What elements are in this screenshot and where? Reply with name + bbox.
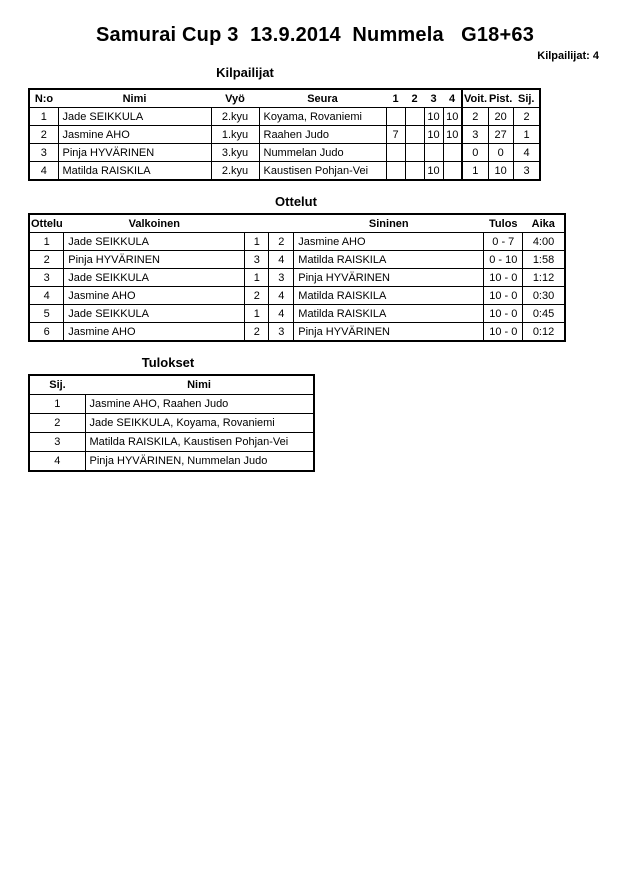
cell-result: 10 - 0 [484,287,523,305]
col-header-round-3: 3 [424,89,443,108]
cell-result: 0 - 10 [484,251,523,269]
col-header-round-2: 2 [405,89,424,108]
page-title: Samurai Cup 3 13.9.2014 Nummela G18+63 [95,24,535,46]
col-header-valkoinen: Valkoinen [64,214,245,233]
col-header-blue-no [269,214,294,233]
col-header-no: N:o [29,89,58,108]
cell-score-4: 10 [443,126,462,144]
col-header-vyo: Vyö [211,89,259,108]
cell-score-4 [443,144,462,162]
col-header-rank: Sij. [29,375,85,395]
cell-score-1 [386,108,405,126]
cell-result: 10 - 0 [484,305,523,323]
match-row [29,233,565,251]
cell-match-no: 6 [29,323,64,342]
cell-no: 4 [29,162,58,181]
kilpailijat-table [28,88,541,181]
cell-blue-name: Matilda RAISKILA [294,287,484,305]
competitor-row [29,144,540,162]
ottelut-table [28,213,566,342]
cell-voit: 2 [462,108,488,126]
cell-score-4: 10 [443,108,462,126]
col-header-voit: Voit. [462,89,488,108]
cell-vyo: 3.kyu [211,144,259,162]
cell-seura: Nummelan Judo [259,144,386,162]
cell-sij: 4 [513,144,540,162]
cell-blue-no: 4 [269,251,294,269]
cell-match-no: 5 [29,305,64,323]
cell-blue-name: Jasmine AHO [294,233,484,251]
cell-white-no: 2 [245,323,269,342]
cell-result: 0 - 7 [484,233,523,251]
competitor-row [29,108,540,126]
col-header-aika: Aika [523,214,565,233]
cell-time: 0:12 [523,323,565,342]
cell-score-3 [424,144,443,162]
cell-score-2 [405,162,424,181]
col-header-seura: Seura [259,89,386,108]
cell-white-name: Jade SEIKKULA [64,233,245,251]
section-title-kilpailijat: Kilpailijat [216,65,274,80]
cell-sij: 3 [513,162,540,181]
cell-nimi: Pinja HYVÄRINEN [58,144,211,162]
cell-score-3: 10 [424,162,443,181]
cell-time: 0:30 [523,287,565,305]
cell-score-1 [386,162,405,181]
ottelut-header-row [29,214,565,233]
match-row [29,269,565,287]
cell-score-2 [405,126,424,144]
cell-name: Jade SEIKKULA, Koyama, Rovaniemi [85,414,314,433]
cell-blue-no: 4 [269,305,294,323]
cell-white-no: 2 [245,287,269,305]
cell-voit: 0 [462,144,488,162]
section-title-ottelut: Ottelut [275,194,317,209]
cell-sij: 2 [513,108,540,126]
cell-blue-name: Matilda RAISKILA [294,305,484,323]
competitor-row [29,162,540,181]
match-row [29,251,565,269]
cell-time: 4:00 [523,233,565,251]
result-row [29,395,314,414]
col-header-tulos: Tulos [484,214,523,233]
cell-white-name: Jade SEIKKULA [64,269,245,287]
cell-white-no: 1 [245,269,269,287]
col-header-pist: Pist. [488,89,513,108]
cell-nimi: Matilda RAISKILA [58,162,211,181]
cell-white-name: Pinja HYVÄRINEN [64,251,245,269]
cell-name: Jasmine AHO, Raahen Judo [85,395,314,414]
cell-name: Pinja HYVÄRINEN, Nummelan Judo [85,452,314,472]
cell-rank: 3 [29,433,85,452]
cell-seura: Koyama, Rovaniemi [259,108,386,126]
cell-blue-no: 3 [269,323,294,342]
cell-no: 3 [29,144,58,162]
competitor-row [29,126,540,144]
cell-result: 10 - 0 [484,269,523,287]
cell-white-no: 1 [245,305,269,323]
cell-vyo: 1.kyu [211,126,259,144]
col-header-name: Nimi [85,375,314,395]
cell-result: 10 - 0 [484,323,523,342]
tulokset-table [28,374,315,472]
kilpailijat-header-row [29,89,540,108]
cell-blue-name: Matilda RAISKILA [294,251,484,269]
cell-nimi: Jade SEIKKULA [58,108,211,126]
cell-blue-name: Pinja HYVÄRINEN [294,269,484,287]
cell-vyo: 2.kyu [211,108,259,126]
cell-score-1 [386,144,405,162]
cell-score-2 [405,108,424,126]
cell-sij: 1 [513,126,540,144]
cell-score-3: 10 [424,108,443,126]
cell-score-4 [443,162,462,181]
cell-pist: 20 [488,108,513,126]
cell-blue-no: 2 [269,233,294,251]
cell-white-no: 3 [245,251,269,269]
col-header-sij: Sij. [513,89,540,108]
cell-no: 1 [29,108,58,126]
result-row [29,414,314,433]
col-header-round-1: 1 [386,89,405,108]
col-header-sininen: Sininen [294,214,484,233]
match-row [29,323,565,342]
cell-pist: 10 [488,162,513,181]
cell-white-name: Jasmine AHO [64,323,245,342]
cell-match-no: 4 [29,287,64,305]
result-row [29,433,314,452]
cell-nimi: Jasmine AHO [58,126,211,144]
result-row [29,452,314,472]
cell-rank: 4 [29,452,85,472]
cell-white-no: 1 [245,233,269,251]
cell-time: 1:58 [523,251,565,269]
cell-seura: Kaustisen Pohjan-Vei [259,162,386,181]
competitors-count: Kilpailijat: 4 [537,50,599,62]
cell-match-no: 1 [29,233,64,251]
col-header-ottelu: Ottelu [29,214,64,233]
cell-score-2 [405,144,424,162]
cell-voit: 1 [462,162,488,181]
col-header-round-4: 4 [443,89,462,108]
cell-pist: 0 [488,144,513,162]
section-title-tulokset: Tulokset [141,355,195,370]
match-row [29,287,565,305]
cell-seura: Raahen Judo [259,126,386,144]
cell-white-name: Jasmine AHO [64,287,245,305]
cell-name: Matilda RAISKILA, Kaustisen Pohjan-Vei [85,433,314,452]
cell-rank: 2 [29,414,85,433]
cell-score-3: 10 [424,126,443,144]
cell-match-no: 2 [29,251,64,269]
cell-time: 0:45 [523,305,565,323]
cell-blue-no: 3 [269,269,294,287]
cell-blue-name: Pinja HYVÄRINEN [294,323,484,342]
tulokset-header-row [29,375,314,395]
cell-time: 1:12 [523,269,565,287]
cell-no: 2 [29,126,58,144]
cell-voit: 3 [462,126,488,144]
cell-pist: 27 [488,126,513,144]
col-header-white-no [245,214,269,233]
cell-blue-no: 4 [269,287,294,305]
col-header-nimi: Nimi [58,89,211,108]
match-row [29,305,565,323]
cell-vyo: 2.kyu [211,162,259,181]
cell-score-1: 7 [386,126,405,144]
cell-white-name: Jade SEIKKULA [64,305,245,323]
cell-match-no: 3 [29,269,64,287]
cell-rank: 1 [29,395,85,414]
